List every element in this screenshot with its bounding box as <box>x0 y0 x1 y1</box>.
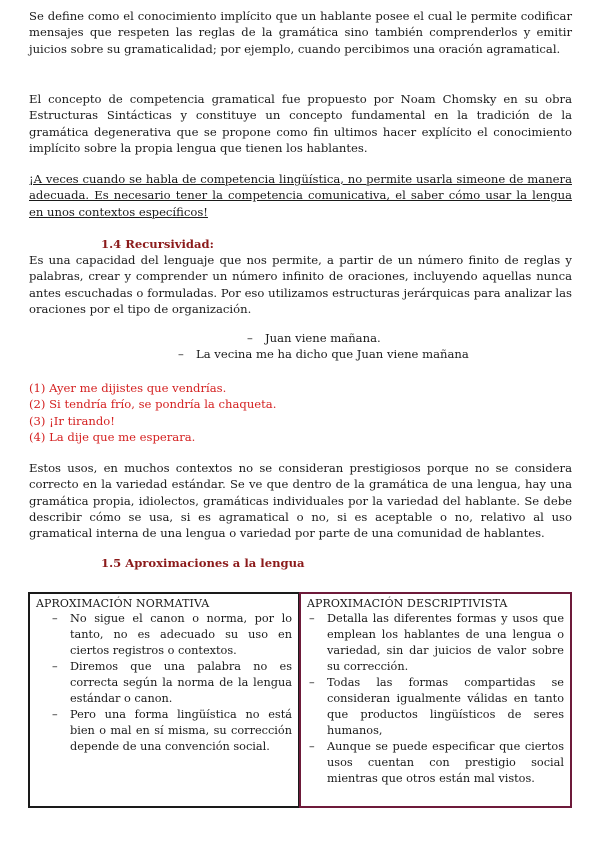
paragraph-chomsky: El concepto de competencia gramatical fue propuesto por Noam Chomsky en su obra Estructuras Sintácticas y constituye un concepto fundamental en la tradición de la gramática degenerativa que se propone como fin ultimos hacer explícito el conocimiento implícito sobre la propia lengua que tienen los hablantes. <box>29 92 572 155</box>
paragraph-definition: Se define como el conocimiento implícito que un hablante posee el cual le permite codificar mensajes que respeten las reglas de la gramática sino también comprenderlos y emitir juicios sobre su gramaticalidad; por ejemplo, cuando percibimos una oración agramatical. <box>29 9 572 56</box>
dash-bullet: – <box>52 660 58 673</box>
dash-bullet: – <box>52 612 58 625</box>
dash-bullet: – <box>309 740 315 753</box>
list-item: (1) Ayer me dijistes que vendrías. <box>29 381 227 395</box>
dash-bullet: – <box>309 612 315 625</box>
heading-aproximaciones: 1.5 Aproximaciones a la lengua <box>101 556 305 570</box>
dash-bullet: – <box>52 708 58 721</box>
agrammatical-examples-list <box>29 380 276 445</box>
heading-recursividad: 1.4 Recursividad: <box>101 237 214 251</box>
table-column-descriptivista <box>299 592 572 808</box>
example-sentence-1 <box>247 331 381 345</box>
dash-bullet: – <box>178 347 184 361</box>
column-title-descriptivista: APROXIMACIÓN DESCRIPTIVISTA <box>307 597 508 610</box>
example-sentence-2 <box>178 347 469 361</box>
dash-bullet: – <box>247 331 253 345</box>
list-item: (2) Si tendría frío, se pondría la chaqueta. <box>29 397 277 412</box>
normativa-list <box>30 611 298 755</box>
approaches-table <box>28 592 572 808</box>
list-item <box>301 739 570 787</box>
list-item <box>30 611 298 659</box>
list-item-text: Detalla las diferentes formas y usos que emplean los hablantes de una lengua o variedad, sin dar juicios de valor sobre su corrección. <box>327 612 564 673</box>
example-sentence-1-text: Juan viene mañana. <box>265 331 381 345</box>
descriptivista-list <box>301 611 570 787</box>
paragraph-recursividad: Es una capacidad del lenguaje que nos permite, a partir de un número finito de reglas y palabras, crear y comprender un número infinito de oraciones, incluyendo aquellas nunca antes escuchadas o formuladas. Por eso utilizamos estructuras jerárquicas para analizar las oraciones por el tipo de organización. <box>29 253 572 316</box>
list-item <box>301 675 570 739</box>
paragraph-usos: Estos usos, en muchos contextos no se consideran prestigiosos porque no se considera correcto en la variedad estándar. Se ve que dentro de la gramática de una lengua, hay una gramática propia, idiolectos, gramáticas individuales por la variedad del hablante. Se debe describir cómo se usa, si es agramatical o no, si es aceptable o no, relativo al uso gramatical interna de una lengua o variedad por parte de una comunidad de hablantes. <box>29 461 572 541</box>
list-item <box>30 707 298 755</box>
list-item: (4) La dije que me esperara. <box>29 429 196 444</box>
list-item-text: Diremos que una palabra no es correcta según la norma de la lengua estándar o canon. <box>70 660 292 705</box>
list-item-text: Aunque se puede especificar que ciertos usos cuentan con prestigio social mientras que otros están mal vistos. <box>327 740 564 785</box>
table-column-normativa <box>28 592 300 808</box>
list-item <box>301 611 570 675</box>
list-item <box>30 659 298 707</box>
list-item: (3) ¡Ir tirando! <box>29 413 115 428</box>
dash-bullet: – <box>309 676 315 689</box>
list-item-text: Pero una forma lingüística no está bien o mal en sí misma, su corrección depende de una convención social. <box>70 708 292 753</box>
column-title-normativa: APROXIMACIÓN NORMATIVA <box>36 597 210 610</box>
paragraph-underlined-note: ¡A veces cuando se habla de competencia lingüística, no permite usarla simeone de manera adecuada. Es necesario tener la competencia comunicativa, el saber cómo usar la lengua en unos contextos específicos! <box>29 172 572 219</box>
list-item-text: Todas las formas compartidas se consideran igualmente válidas en tanto que productos lingüísticos de seres humanos, <box>327 676 564 737</box>
example-sentence-2-text: La vecina me ha dicho que Juan viene mañana <box>196 347 469 361</box>
list-item-text: No sigue el canon o norma, por lo tanto, no es adecuado su uso en ciertos registros o contextos. <box>70 612 292 657</box>
